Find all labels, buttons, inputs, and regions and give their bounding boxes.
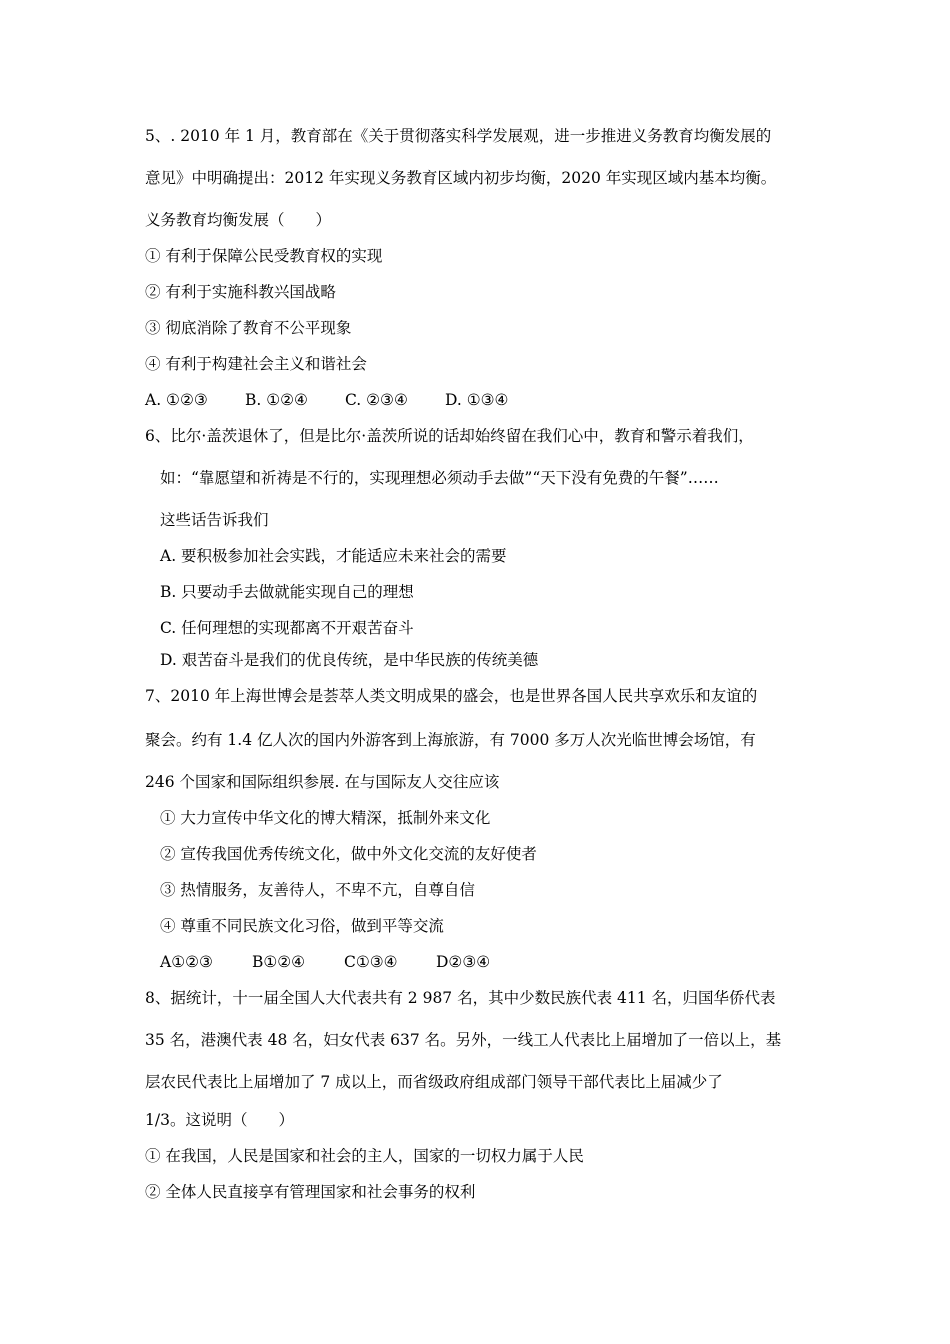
- q5-item-3: ③ 彻底消除了教育不公平现象: [145, 319, 352, 337]
- q6-option-d: D. 艰苦奋斗是我们的优良传统，是中华民族的传统美德: [160, 651, 539, 669]
- q5-item-2: ② 有利于实施科教兴国战略: [145, 283, 336, 301]
- q6-stem-line-2: 如：“靠愿望和祈祷是不行的，实现理想必须动手去做”“天下没有免费的午餐”……: [160, 469, 719, 487]
- q5-item-4: ④ 有利于构建社会主义和谐社会: [145, 355, 367, 373]
- q7-option-b: B①②④: [252, 953, 306, 971]
- q5-stem-line-1: 5、. 2010 年 1 月，教育部在《关于贯彻落实科学发展观，进一步推进义务教育均衡发展的: [145, 127, 772, 145]
- q5-option-c: C. ②③④: [345, 391, 408, 409]
- q7-item-4: ④ 尊重不同民族文化习俗，做到平等交流: [160, 917, 444, 935]
- q5-option-a: A. ①②③: [145, 391, 208, 409]
- q8-stem-line-3: 层农民代表比上届增加了 7 成以上，而省级政府组成部门领导干部代表比上届减少了: [145, 1073, 723, 1091]
- q7-item-2: ② 宣传我国优秀传统文化，做中外文化交流的友好使者: [160, 845, 537, 863]
- q7-item-1: ① 大力宣传中华文化的博大精深，抵制外来文化: [160, 809, 491, 827]
- q5-options: [145, 390, 508, 410]
- q5-option-d: D. ①③④: [445, 391, 509, 409]
- q7-stem-line-2: 聚会。约有 1.4 亿人次的国内外游客到上海旅游，有 7000 多万人次光临世博会场馆，有: [145, 731, 756, 749]
- q7-stem-line-1: 7、2010 年上海世博会是荟萃人类文明成果的盛会，也是世界各国人民共享欢乐和友谊的: [145, 687, 758, 705]
- q6-stem-line-1: 6、比尔·盖茨退休了，但是比尔·盖茨所说的话却始终留在我们心中，教育和警示着我们，: [145, 427, 754, 445]
- q8-stem-line-2: 35 名，港澳代表 48 名，妇女代表 637 名。另外，一线工人代表比上届增加了一倍以上，基: [145, 1031, 782, 1049]
- q5-item-1: ① 有利于保障公民受教育权的实现: [145, 247, 383, 265]
- q8-stem-line-4: 1/3。这说明（ ）: [145, 1111, 294, 1129]
- q7-option-c: C①③④: [344, 953, 398, 971]
- q7-stem-line-3: 246 个国家和国际组织参展. 在与国际友人交往应该: [145, 773, 500, 791]
- q7-item-3: ③ 热情服务，友善待人，不卑不亢，自尊自信: [160, 881, 475, 899]
- q7-options: [160, 952, 490, 972]
- q8-stem-line-1: 8、据统计，十一届全国人大代表共有 2 987 名，其中少数民族代表 411 名，归国华侨代表: [145, 989, 776, 1007]
- q6-option-c: C. 任何理想的实现都离不开艰苦奋斗: [160, 619, 414, 637]
- q5-option-b: B. ①②④: [245, 391, 308, 409]
- q7-option-a: A①②③: [160, 953, 213, 971]
- q5-stem-line-3: 义务教育均衡发展（ ）: [145, 211, 332, 229]
- q6-option-b: B. 只要动手去做就能实现自己的理想: [160, 583, 414, 601]
- q7-option-d: D②③④: [436, 953, 491, 971]
- q8-item-2: ② 全体人民直接享有管理国家和社会事务的权利: [145, 1183, 476, 1201]
- q6-stem-line-3: 这些话告诉我们: [160, 511, 269, 529]
- q8-item-1: ① 在我国，人民是国家和社会的主人，国家的一切权力属于人民: [145, 1147, 584, 1165]
- q5-stem-line-2: 意见》中明确提出：2012 年实现义务教育区域内初步均衡，2020 年实现区域内基本均衡。: [145, 169, 777, 187]
- q6-option-a: A. 要积极参加社会实践，才能适应未来社会的需要: [160, 547, 507, 565]
